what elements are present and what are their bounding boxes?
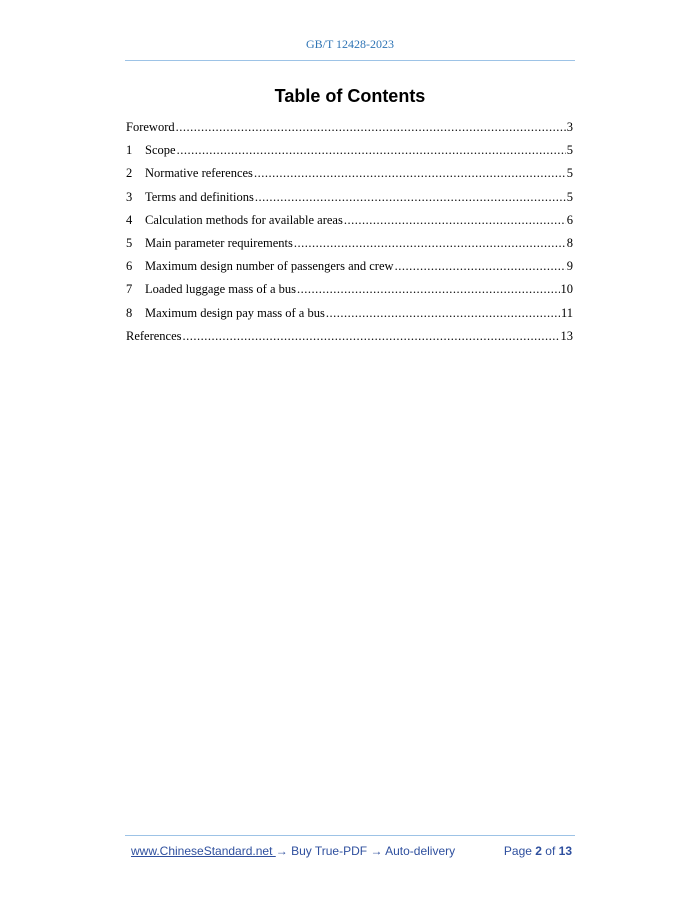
toc-entry-number: 4 — [126, 212, 133, 227]
toc-entry-page: 10 — [560, 282, 573, 297]
toc-entry-label: Calculation methods for available areas — [145, 212, 343, 227]
toc-dot-leader — [326, 306, 560, 321]
website-link[interactable]: www.ChineseStandard.net — [131, 844, 276, 858]
arrow-right-icon: → — [275, 844, 288, 858]
toc-entry-label: Foreword — [126, 120, 175, 134]
toc-entry-label: Normative references — [145, 166, 253, 181]
toc-entry-normative-references[interactable] — [126, 166, 573, 189]
toc-entry-terms-and-definitions[interactable] — [126, 190, 573, 213]
total-page-number: 13 — [558, 844, 572, 858]
footer-divider — [125, 835, 575, 836]
toc-dot-leader — [395, 259, 566, 274]
arrow-right-icon: → — [370, 844, 383, 858]
toc-entry-page: 9 — [566, 259, 573, 274]
toc-entry-label: Terms and definitions — [145, 189, 254, 204]
toc-entry-label: Maximum design number of passengers and crew — [145, 259, 394, 274]
toc-entry-label: Loaded luggage mass of a bus — [145, 282, 297, 297]
toc-entry-main-parameter-requirements[interactable] — [126, 236, 573, 259]
toc-dot-leader — [297, 282, 559, 297]
header-divider — [125, 60, 575, 61]
toc-dot-leader — [254, 166, 566, 181]
toc-entry-number: 6 — [126, 259, 133, 274]
toc-entry-foreword[interactable] — [126, 120, 573, 143]
toc-dot-leader — [177, 143, 566, 158]
footer-promo — [131, 844, 455, 858]
toc-entry-number: 1 — [126, 143, 133, 158]
toc-entry-page: 8 — [566, 235, 573, 250]
toc-entry-number: 8 — [126, 305, 133, 320]
toc-dot-leader — [183, 329, 560, 344]
toc-entry-page: 5 — [566, 166, 573, 181]
toc-entry-page: 6 — [566, 212, 573, 227]
toc-dot-leader — [176, 120, 566, 135]
toc-entry-number: 5 — [126, 235, 133, 250]
toc-list — [126, 120, 573, 352]
toc-entry-scope[interactable] — [126, 143, 573, 166]
toc-entry-label: Main parameter requirements — [145, 235, 293, 250]
running-header: GB/T 12428-2023 — [305, 37, 395, 51]
toc-entry-page: 5 — [566, 189, 573, 204]
toc-entry-page: 5 — [566, 143, 573, 158]
toc-entry-maximum-design-number[interactable] — [126, 259, 573, 282]
toc-entry-page: 13 — [560, 328, 573, 343]
toc-entry-page: 11 — [560, 305, 573, 320]
toc-entry-label: Maximum design pay mass of a bus — [145, 305, 325, 320]
toc-entry-page: 3 — [566, 120, 573, 134]
toc-entry-maximum-design-pay-mass[interactable] — [126, 306, 573, 329]
toc-entry-label: Scope — [145, 143, 176, 158]
toc-entry-number: 7 — [126, 282, 133, 297]
page-title: Table of Contents — [274, 86, 426, 106]
toc-dot-leader — [294, 236, 566, 251]
toc-entry-number: 3 — [126, 189, 133, 204]
toc-dot-leader — [255, 190, 566, 205]
toc-entry-label: References — [126, 328, 182, 343]
buy-text: Buy True-PDF — [287, 844, 371, 858]
page-of-label: of — [541, 844, 559, 858]
current-page-number: 2 — [535, 844, 542, 858]
toc-entry-calculation-methods[interactable] — [126, 213, 573, 236]
page-label: Page — [503, 844, 536, 858]
delivery-text: Auto-delivery — [382, 844, 456, 858]
toc-dot-leader — [344, 213, 566, 228]
page-indicator — [504, 844, 572, 858]
toc-entry-loaded-luggage-mass[interactable] — [126, 282, 573, 305]
toc-entry-number: 2 — [126, 166, 133, 181]
toc-entry-references[interactable] — [126, 329, 573, 352]
